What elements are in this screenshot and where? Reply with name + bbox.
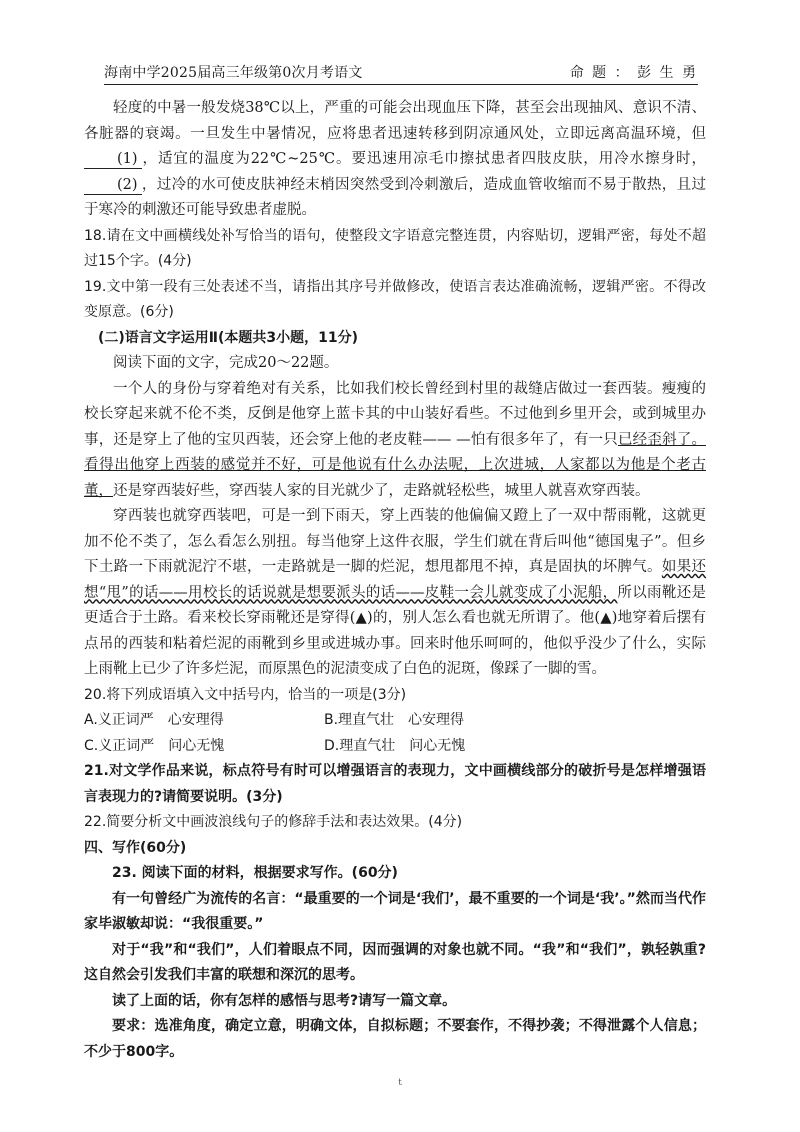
question-22: 22.简要分析文中画波浪线句子的修辞手法和表达效果。(4分): [84, 814, 463, 830]
option-a: A.义正词严 心安理得: [84, 712, 224, 728]
wavy-underlined-sentence: 如果还想“甩”的话——用校长的话说就是想要派头的话——皮鞋一会儿就变成了小泥船，: [84, 559, 707, 601]
option-b: B.理直气壮 心安理得: [324, 712, 465, 728]
option-d: D.理直气壮 问心无愧: [324, 737, 466, 754]
page-footer-mark: t: [398, 1078, 402, 1088]
story-paragraph-1: [84, 377, 706, 505]
passage-text: 轻度的中暑一般发烧38℃以上，严重的可能会出现血压下降，甚至会出现抽风、意识不清、各脏器的衰竭。一旦发生中暑情况，应将患者迅速转移到阴凉通风处，立即远离高温环境，但: [84, 100, 706, 142]
blank-2: (2): [84, 176, 142, 195]
exam-content: [84, 96, 706, 1065]
underlined-sentence: 已经歪斜了。看得出他穿上西装的感觉并不好，可是他说有什么办法呢，上次进城，人家都以为他是个老古董，: [84, 431, 707, 499]
material-discussion: 对于“我”和“我们”，人们着眼点不同，因而强调的对象也就不同。“我”和“我们”，孰轻孰重?这自然会引发我们丰富的联想和深沉的思考。: [84, 941, 706, 983]
question-18: 18.请在文中画横线处补写恰当的语句，使整段文字语意完整连贯，内容贴切，逻辑严密，每处不超过15个字。(4分): [84, 227, 706, 269]
story-paragraph-2: [84, 504, 706, 683]
heatstroke-paragraph: [84, 96, 706, 224]
story-text: 一个人的身份与穿着绝对有关系，比如我们校长曾经到村里的裁缝店做过一套西装。瘦瘦的校长穿起来就不伦不类，反倒是他穿上蓝卡其的中山装好看些。不过他到乡里开会，或到城里办事，还是穿上了他的宝贝西装，还会穿上他的老皮鞋—— —怕有很多年了，有一只: [84, 380, 706, 448]
header-exam-title: 海南中学2025届高三年级第0次月考语文: [104, 65, 363, 81]
header-author: 命 题 ： 彭 生 勇: [569, 65, 698, 81]
page-header: [104, 62, 698, 85]
question-23: 23. 阅读下面的材料，根据要求写作。(60分): [112, 865, 398, 881]
blank-1: (1): [84, 150, 142, 169]
question-19: 19.文中第一段有三处表述不当，请指出其序号并做修改，使语言表达准确流畅，逻辑严密。不得改变原意。(6分): [84, 278, 706, 320]
writing-prompt: 读了上面的话，你有怎样的感悟与思考?请写一篇文章。: [112, 992, 457, 1009]
material-quote: 有一句曾经广为流传的名言：“最重要的一个词是‘我们’，最不重要的一个词是‘我’。”然而当代作家毕淑敏却说：“我很重要。”: [84, 890, 706, 932]
question-20-options: [84, 708, 706, 759]
section-heading-writing: 四、写作(60分): [84, 839, 187, 856]
passage-text: ，适宜的温度为22℃~25℃。要迅速用凉毛巾擦拭患者四肢皮肤，用冷水擦身时，: [141, 151, 706, 167]
writing-requirements: 要求：选准角度，确定立意，明确文体，自拟标题；不要套作，不得抄袭；不得泄露个人信息；不少于800字。: [84, 1018, 706, 1060]
section-heading-language-2: (二)语言文字运用Ⅱ(本题共3小题，11分): [98, 329, 359, 346]
question-20: 20.将下列成语填入文中括号内，恰当的一项是(3分): [84, 686, 407, 703]
reading-instruction: 阅读下面的文字，完成20～22题。: [113, 355, 339, 371]
passage-text: ，过冷的水可使皮肤神经末梢因突然受到冷刺激后，造成血管收缩而不易于散热，且过于寒冷的刺激还可能导致患者虚脱。: [84, 176, 706, 218]
story-text: 还是穿西装好些，穿西装人家的目光就少了，走路就轻松些，城里人就喜欢穿西装。: [113, 482, 650, 499]
story-text: 所以雨靴还是更适合于土路。看来校长穿雨靴还是穿得(▲)的，别人怎么看也就无所谓了。他(▲)地穿着后摆有点吊的西装和粘着烂泥的雨靴到乡里或进城办事。回来时他乐呵呵的，他似乎没少了什么，实际上雨靴上已少了许多烂泥，而原黑色的泥渍变成了白色的泥斑，像踩了一脚的雪。: [84, 584, 707, 677]
question-21: 21.对文学作品来说，标点符号有时可以增强语言的表现力，文中画横线部分的破折号是怎样增强语言表现力的?请简要说明。(3分): [84, 763, 706, 805]
option-c: C.义正词严 问心无愧: [84, 737, 225, 754]
story-text: 穿西装也就穿西装吧，可是一到下雨天，穿上西装的他偏偏又蹬上了一双中帮雨靴，这就更加不伦不类了，怎么看怎么别扭。每当他穿上这件衣服，学生们就在背后叫他“德国鬼子”。但乡下土路一下雨就泥泞不堪，一走路就是一脚的烂泥，想甩都甩不掉，真是固执的坏脾气。: [84, 508, 706, 575]
